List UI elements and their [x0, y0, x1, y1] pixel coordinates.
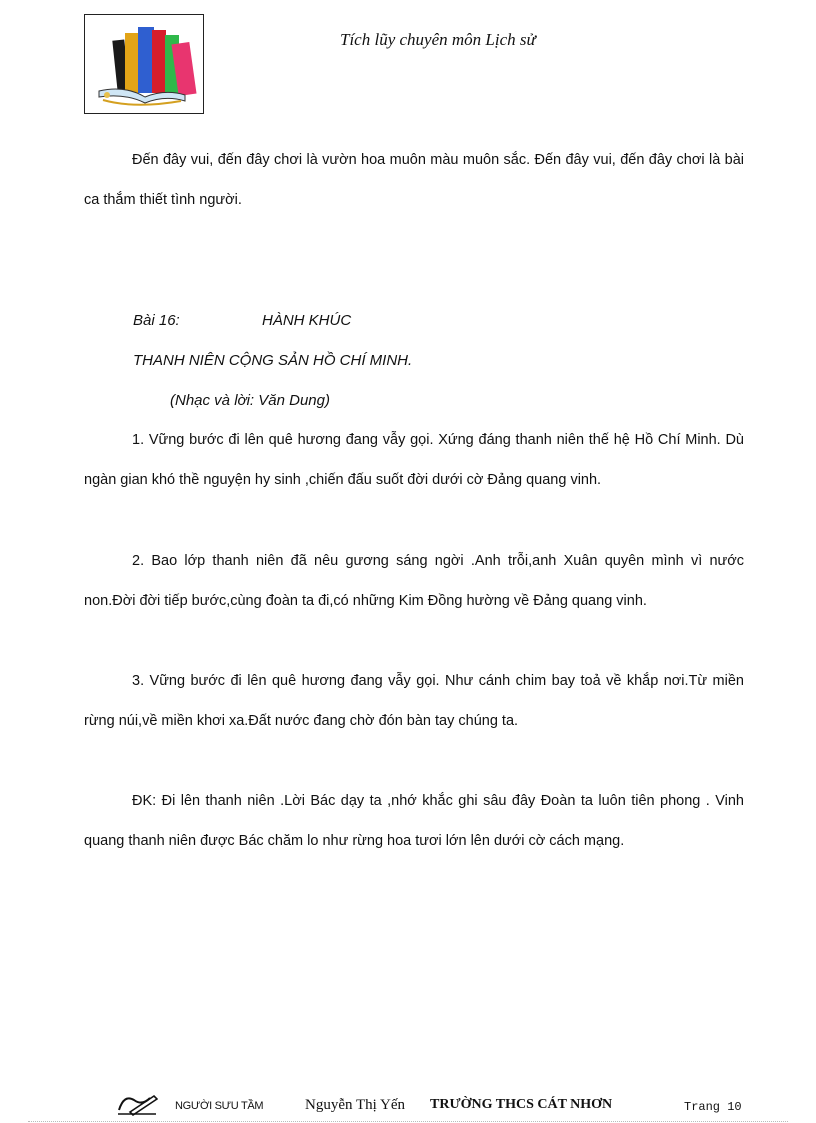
collector-label: NGƯỜI SƯU TẦM: [175, 1100, 264, 1112]
song-credit: (Nhạc và lời: Văn Dung): [170, 392, 330, 409]
verse-3: [84, 661, 744, 741]
chorus-text: ĐK: Đi lên thanh niên .Lời Bác dạy ta ,nhớ khắc ghi sâu đây Đoàn ta luôn tiên phong . Vinh quang thanh niên được Bác chăm lo như rừng hoa tươi lớn lên dưới cờ cách mạng.: [84, 793, 744, 849]
author-name: Nguyễn Thị Yến: [305, 1097, 405, 1113]
song-title-line1: HÀNH KHÚC: [262, 312, 352, 329]
signature-pen-icon: [116, 1090, 158, 1116]
verse-2: [84, 541, 744, 621]
verse-2-text: 2. Bao lớp thanh niên đã nêu gương sáng ngời .Anh trỗi,anh Xuân quyên mình vì nước non.Đời đời tiếp bước,cùng đoàn ta đi,có những Kim Đồng hường về Đảng quang vinh.: [84, 553, 744, 609]
song-title-line2: THANH NIÊN CỘNG SẢN HỒ CHÍ MINH.: [133, 352, 413, 369]
song-number: Bài 16:: [133, 312, 180, 329]
page-number: Trang 10: [684, 1100, 742, 1114]
intro-paragraph: [84, 140, 744, 220]
school-name: TRƯỜNG THCS CÁT NHƠN: [430, 1097, 613, 1112]
books-stack-icon: [84, 14, 204, 114]
page-footer: [0, 1090, 816, 1120]
intro-text: Đến đây vui, đến đây chơi là vườn hoa muôn màu muôn sắc. Đến đây vui, đến đây chơi là bài ca thắm thiết tình người.: [84, 152, 744, 208]
document-header-title: Tích lũy chuyên môn Lịch sử: [340, 30, 536, 49]
verse-1: [84, 420, 744, 500]
verse-1-text: 1. Vững bước đi lên quê hương đang vẫy gọi. Xứng đáng thanh niên thế hệ Hồ Chí Minh. Dù ngàn gian khó thề nguyện hy sinh ,chiến đấu suốt đời dưới cờ Đảng quang vinh.: [84, 432, 744, 488]
footer-divider: [28, 1121, 788, 1122]
verse-3-text: 3. Vững bước đi lên quê hương đang vẫy gọi. Như cánh chim bay toả về khắp nơi.Từ miền rừng núi,về miền khơi xa.Đất nước đang chờ đón bàn tay chúng ta.: [84, 673, 744, 729]
chorus: [84, 781, 744, 861]
